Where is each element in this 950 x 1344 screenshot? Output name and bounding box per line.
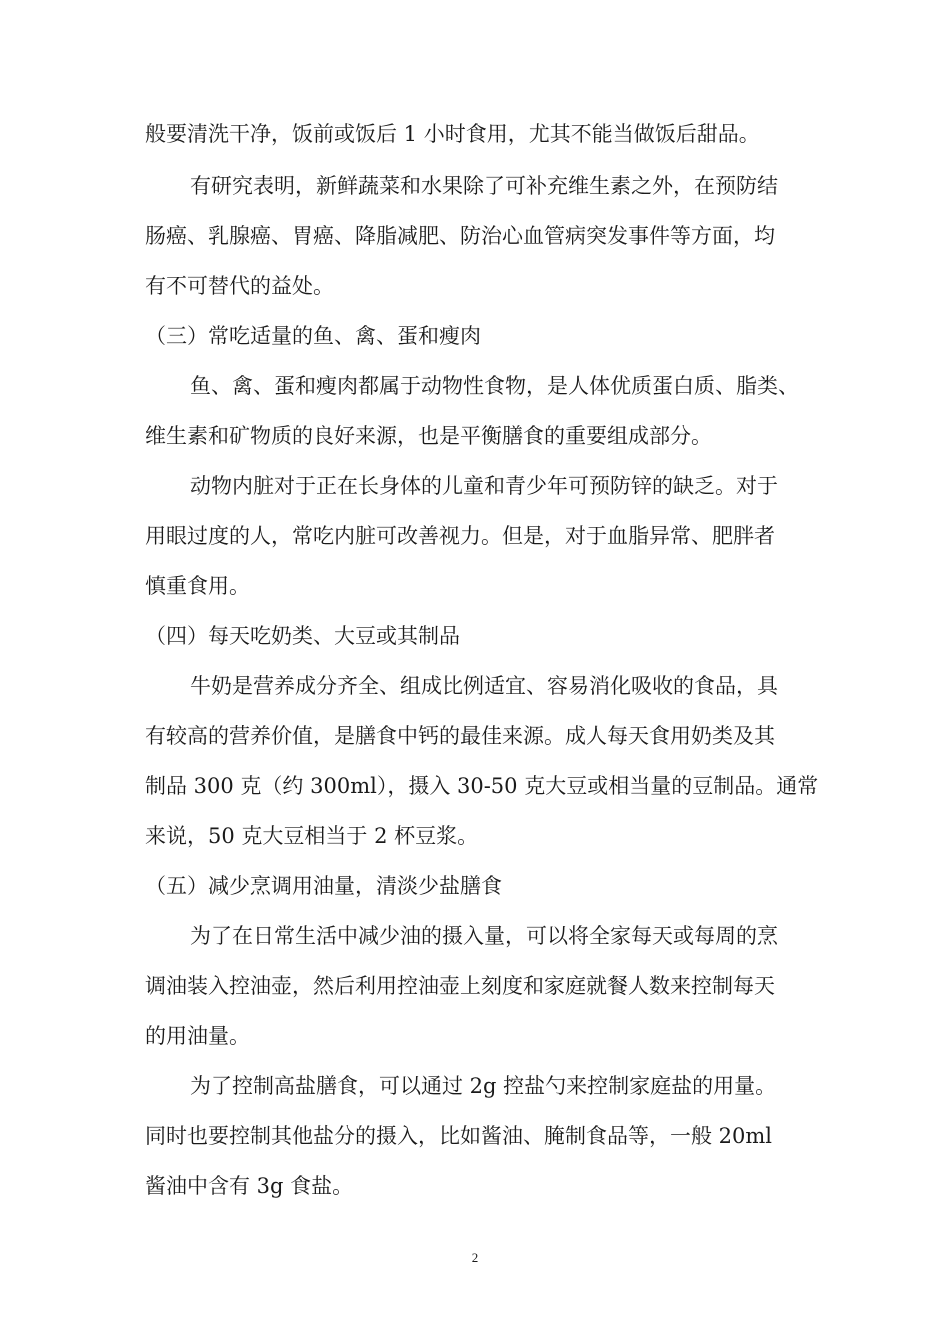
paragraph-line: 调油装入控油壶，然后利用控油壶上刻度和家庭就餐人数来控制每天 [145, 974, 775, 998]
paragraph-line: 用眼过度的人，常吃内脏可改善视力。但是，对于血脂异常、肥胖者 [145, 524, 775, 548]
paragraph-line: 动物内脏对于正在长身体的儿童和青少年可预防锌的缺乏。对于 [190, 474, 778, 498]
paragraph-line: 的用油量。 [145, 1024, 250, 1048]
section-heading: （三）常吃适量的鱼、禽、蛋和瘦肉 [145, 324, 481, 348]
paragraph-line: 慎重食用。 [145, 574, 250, 598]
paragraph-line: 有研究表明，新鲜蔬菜和水果除了可补充维生素之外，在预防结 [190, 174, 778, 198]
paragraph-line: 为了在日常生活中减少油的摄入量，可以将全家每天或每周的烹 [190, 924, 778, 948]
page-number: 2 [471, 1250, 479, 1265]
paragraph-line: 制品 300 克（约 300ml），摄入 30-50 克大豆或相当量的豆制品。通常 [145, 774, 819, 798]
paragraph-line: 牛奶是营养成分齐全、组成比例适宜、容易消化吸收的食品，具 [190, 674, 778, 698]
paragraph-line: 鱼、禽、蛋和瘦肉都属于动物性食物，是人体优质蛋白质、脂类、 [190, 374, 799, 398]
paragraph-line: 维生素和矿物质的良好来源，也是平衡膳食的重要组成部分。 [145, 424, 712, 448]
section-heading: （五）减少烹调用油量，清淡少盐膳食 [145, 874, 502, 898]
paragraph-line: 为了控制高盐膳食，可以通过 2g 控盐勺来控制家庭盐的用量。 [190, 1074, 777, 1098]
paragraph-line: 肠癌、乳腺癌、胃癌、降脂减肥、防治心血管病突发事件等方面，均 [145, 224, 775, 248]
paragraph-line: 般要清洗干净，饭前或饭后 1 小时食用，尤其不能当做饭后甜品。 [145, 122, 760, 146]
paragraph-line: 来说，50 克大豆相当于 2 杯豆浆。 [145, 824, 479, 848]
paragraph-line: 酱油中含有 3g 食盐。 [145, 1174, 354, 1198]
paragraph-line: 同时也要控制其他盐分的摄入，比如酱油、腌制食品等，一般 20ml [145, 1124, 773, 1148]
section-heading: （四）每天吃奶类、大豆或其制品 [145, 624, 460, 648]
paragraph-line: 有不可替代的益处。 [145, 274, 334, 298]
paragraph-line: 有较高的营养价值，是膳食中钙的最佳来源。成人每天食用奶类及其 [145, 724, 775, 748]
